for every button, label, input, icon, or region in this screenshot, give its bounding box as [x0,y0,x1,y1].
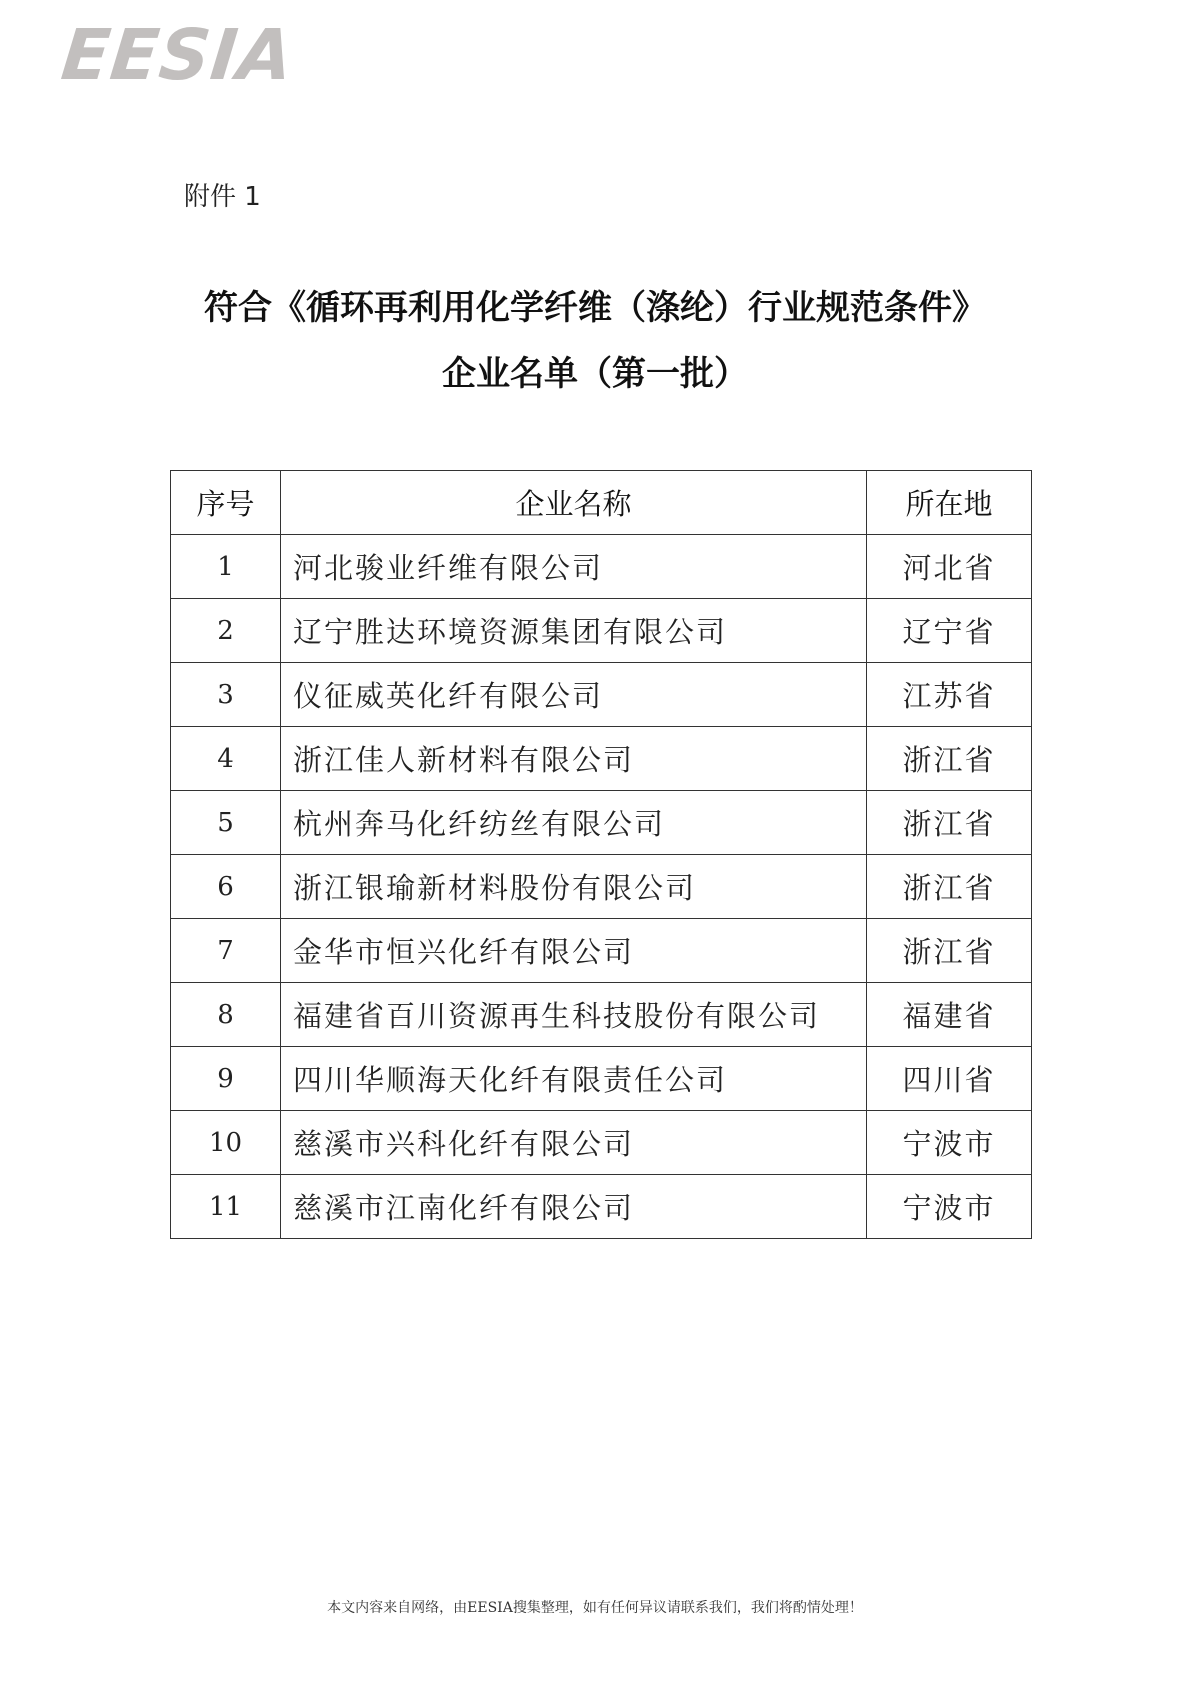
row-location: 福建省 [867,983,1032,1047]
row-company-name: 杭州奔马化纤纺丝有限公司 [281,791,867,855]
row-company-name: 辽宁胜达环境资源集团有限公司 [281,599,867,663]
row-index: 5 [171,791,281,855]
row-index: 10 [171,1111,281,1175]
row-location: 四川省 [867,1047,1032,1111]
row-location: 宁波市 [867,1175,1032,1239]
row-index: 11 [171,1175,281,1239]
table-row [171,791,1032,855]
row-company-name: 福建省百川资源再生科技股份有限公司 [281,983,867,1047]
row-company-name: 仪征威英化纤有限公司 [281,663,867,727]
header-index: 序号 [171,471,281,535]
row-location: 浙江省 [867,791,1032,855]
row-location: 江苏省 [867,663,1032,727]
row-index: 6 [171,855,281,919]
table-row [171,599,1032,663]
header-company-name: 企业名称 [281,471,867,535]
table-row [171,1111,1032,1175]
row-location: 浙江省 [867,727,1032,791]
row-company-name: 金华市恒兴化纤有限公司 [281,919,867,983]
table-row [171,535,1032,599]
row-index: 8 [171,983,281,1047]
row-index: 9 [171,1047,281,1111]
row-company-name: 四川华顺海天化纤有限责任公司 [281,1047,867,1111]
row-location: 河北省 [867,535,1032,599]
row-location: 浙江省 [867,919,1032,983]
table-row [171,919,1032,983]
row-location: 辽宁省 [867,599,1032,663]
table-row [171,663,1032,727]
row-index: 3 [171,663,281,727]
row-location: 宁波市 [867,1111,1032,1175]
table-row [171,727,1032,791]
table-row [171,1175,1032,1239]
document-title: 符合《循环再利用化学纤维（涤纶）行业规范条件》 [204,288,986,328]
row-location: 浙江省 [867,855,1032,919]
row-index: 1 [171,535,281,599]
company-list-table [170,470,1032,1239]
row-company-name: 浙江银瑜新材料股份有限公司 [281,855,867,919]
table-row [171,855,1032,919]
table-row [171,983,1032,1047]
row-index: 7 [171,919,281,983]
row-index: 2 [171,599,281,663]
footer-note: 本文内容来自网络，由EESIA搜集整理，如有任何异议请联系我们，我们将酌情处理！ [327,1600,863,1616]
table-header-row [171,471,1032,535]
attachment-label: 附件 1 [184,182,261,212]
row-company-name: 慈溪市兴科化纤有限公司 [281,1111,867,1175]
table-row [171,1047,1032,1111]
row-company-name: 慈溪市江南化纤有限公司 [281,1175,867,1239]
row-index: 4 [171,727,281,791]
eesia-logo: EESIA [57,14,298,96]
row-company-name: 河北骏业纤维有限公司 [281,535,867,599]
document-subtitle: 企业名单（第一批） [442,354,748,394]
header-location: 所在地 [867,471,1032,535]
row-company-name: 浙江佳人新材料有限公司 [281,727,867,791]
